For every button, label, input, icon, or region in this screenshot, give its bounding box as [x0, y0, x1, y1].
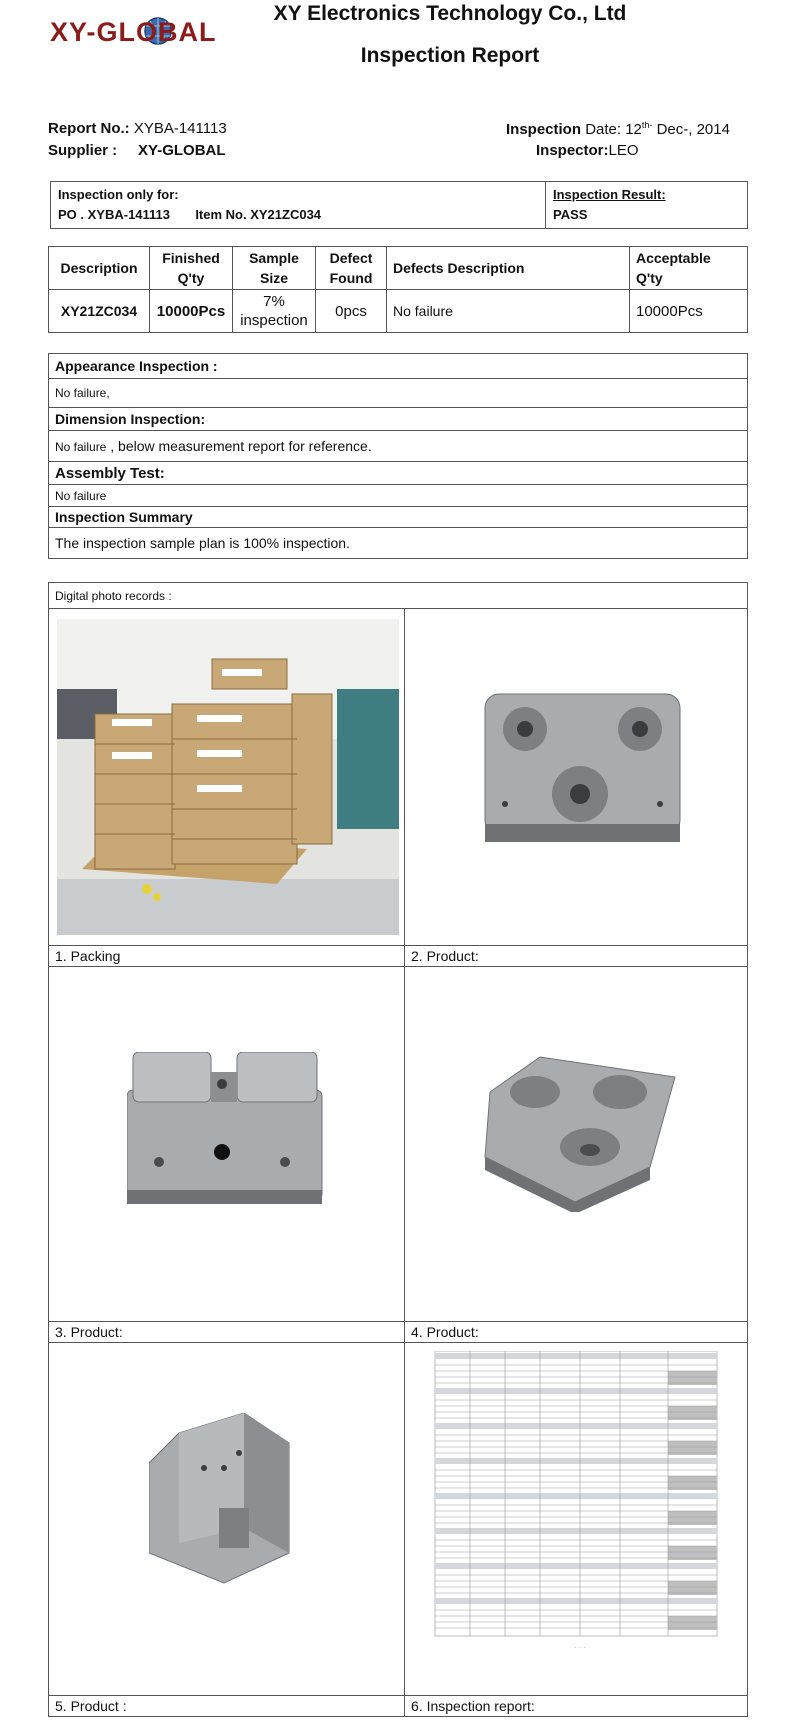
assembly-title: Assembly Test:: [49, 462, 748, 485]
measurement-report-photo: [430, 1351, 720, 1651]
photo-product-2: [405, 609, 748, 946]
photo-product-4: [405, 967, 748, 1322]
appearance-title: Appearance Inspection :: [49, 354, 748, 379]
supplier: Supplier : XY-GLOBAL: [48, 142, 226, 159]
inspection-only-for-label: Inspection only for:: [58, 187, 179, 202]
cell-sample-size: 7% inspection: [233, 290, 316, 333]
inspector: Inspector:LEO: [536, 142, 639, 159]
report-title: Inspection Report: [360, 44, 540, 67]
product-block-photo: [127, 1052, 327, 1212]
svg-text:· ·· ·: · ·· ·: [574, 1645, 586, 1651]
col-description: Description: [49, 247, 150, 290]
results-table: [48, 246, 748, 333]
inspection-info-table: [50, 181, 748, 229]
cell-description: XY21ZC034: [49, 290, 150, 333]
inspection-result-label: Inspection Result:: [553, 187, 666, 202]
col-sample-size: Sample Size: [233, 247, 316, 290]
col-acceptable-qty: Acceptable Q'ty: [630, 247, 748, 290]
product-3d-photo: [480, 1052, 680, 1212]
col-finished-qty: Finished Q'ty: [150, 247, 233, 290]
col-defects-description: Defects Description: [387, 247, 630, 290]
photo-product-3: [49, 967, 405, 1322]
dimension-title: Dimension Inspection:: [49, 408, 748, 431]
product-bracket-photo: [149, 1413, 299, 1588]
inspection-sections: [48, 353, 748, 559]
cell-defect-found: 0pcs: [316, 290, 387, 333]
logo-text: XY-GLOBAL: [50, 17, 217, 47]
caption-3: 3. Product:: [49, 1322, 405, 1343]
company-name: XY Electronics Technology Co., Ltd: [273, 2, 627, 25]
report-no: Report No.: XYBA-141113: [48, 120, 227, 137]
inspection-date: Inspection Date: $12^{th-}$ Dec-, 2014: [506, 120, 730, 138]
photo-inspection-report: [405, 1343, 748, 1696]
cell-finished-qty: 10000Pcs: [150, 290, 233, 333]
caption-2: 2. Product:: [405, 946, 748, 967]
dimension-body: No failure , below measurement report for reference.: [49, 431, 748, 462]
photo-product-5: [49, 1343, 405, 1696]
summary-title: Inspection Summary: [49, 507, 748, 528]
caption-1: 1. Packing: [49, 946, 405, 967]
inspection-result: PASS: [553, 207, 588, 222]
photo-records: [48, 582, 748, 1717]
cell-acceptable-qty: 10000Pcs: [630, 290, 748, 333]
photo-packing: [49, 609, 405, 946]
item-number: Item No. XY21ZC034: [195, 207, 322, 222]
cell-defects-description: No failure: [387, 290, 630, 333]
po-number: PO . XYBA-141113: [58, 207, 171, 222]
appearance-body: No failure,: [49, 379, 748, 408]
caption-4: 4. Product:: [405, 1322, 748, 1343]
assembly-body: No failure: [49, 485, 748, 507]
caption-5: 5. Product :: [49, 1696, 405, 1717]
caption-6: 6. Inspection report:: [405, 1696, 748, 1717]
col-defect-found: Defect Found: [316, 247, 387, 290]
packing-photo: [57, 619, 399, 935]
photo-records-header: Digital photo records :: [49, 583, 748, 609]
summary-body: The inspection sample plan is 100% inspection.: [49, 528, 748, 559]
product-plate-photo: [480, 689, 685, 849]
